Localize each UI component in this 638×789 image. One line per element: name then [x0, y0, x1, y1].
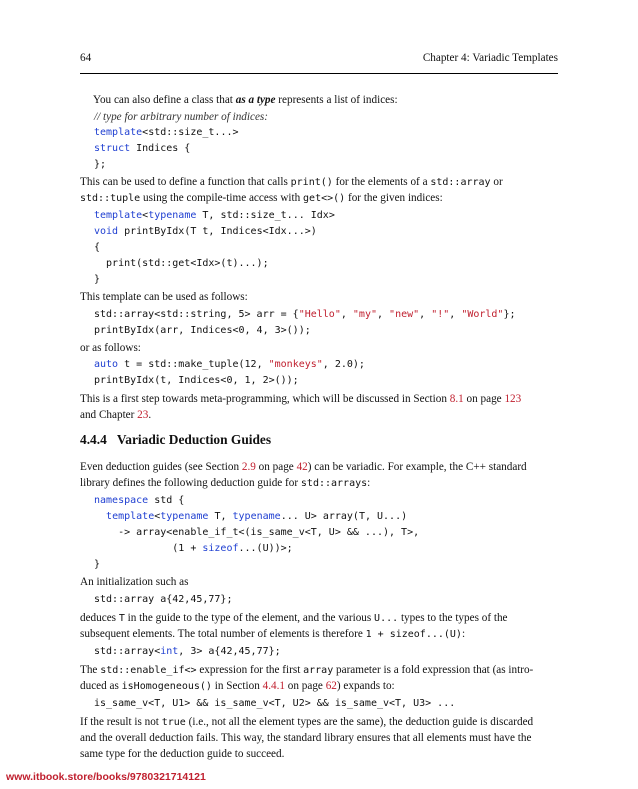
text: represents a list of indices:	[275, 94, 398, 106]
code-text: , 2.0);	[322, 359, 365, 370]
inline-code: std::tuple	[80, 193, 141, 204]
code-line: std::array a{42,45,77};	[94, 594, 233, 605]
paragraph-line: This template can be used as follows:	[80, 291, 248, 303]
keyword: struct	[94, 143, 131, 154]
keyword: auto	[94, 359, 119, 370]
code-line	[94, 307, 516, 323]
keyword: void	[94, 226, 119, 237]
text: and Chapter	[80, 409, 138, 421]
chapter-link[interactable]: 23	[137, 409, 149, 421]
paragraph-line: and the overall deduction fails. This way, the standard library ensures that all elements must have the	[80, 732, 532, 744]
code-text: , 3> a{42,45,77};	[178, 646, 281, 657]
text: library defines the following deduction guide for	[80, 477, 301, 489]
code-text: ...(U))>;	[238, 543, 293, 554]
text: duced as	[80, 680, 122, 692]
keyword: namespace	[94, 495, 149, 506]
keyword: template	[106, 511, 155, 522]
code-line: }	[94, 274, 101, 285]
text: ) can be variadic. For example, the C++ standard	[307, 461, 527, 473]
code-text: ,	[449, 309, 462, 320]
paragraph-line	[80, 475, 370, 492]
paragraph-line	[80, 391, 521, 407]
text: on page	[463, 393, 505, 405]
string-literal: "Hello"	[298, 309, 341, 320]
text: :	[461, 628, 466, 640]
code-text: ,	[419, 309, 432, 320]
page-link[interactable]: 42	[296, 461, 308, 473]
code-text: std {	[148, 495, 185, 506]
inline-code: 1 + sizeof...(U)	[365, 629, 462, 640]
code-text	[94, 511, 106, 522]
code-text: <std::size_t...>	[142, 127, 239, 138]
footer-url-link[interactable]: www.itbook.store/books/9780321714121	[6, 771, 206, 783]
text: in the guide to the type of the element, and the various	[124, 612, 375, 624]
page-link[interactable]: 123	[504, 393, 522, 405]
string-literal: "new"	[389, 309, 420, 320]
inline-code: isHomogeneous()	[121, 681, 212, 692]
text: for the given indices:	[345, 192, 443, 204]
code-line	[94, 541, 293, 557]
paragraph-line: or as follows:	[80, 342, 141, 354]
code-text: T,	[208, 511, 233, 522]
keyword: int	[160, 646, 179, 657]
string-literal: "my"	[352, 309, 377, 320]
section-link[interactable]: 8.1	[449, 393, 464, 405]
inline-code: T	[118, 613, 125, 624]
text: deduces	[80, 612, 119, 624]
code-line	[94, 208, 335, 224]
text: subsequent elements. The total number of elements is therefore	[80, 628, 366, 640]
paragraph-line	[80, 714, 533, 731]
paragraph-line: same type for the deduction guide to succeed.	[80, 748, 285, 760]
paragraph-line: An initialization such as	[80, 576, 189, 588]
inline-code: std::array	[430, 177, 491, 188]
keyword: template	[94, 127, 143, 138]
inline-code: U...	[374, 613, 399, 624]
code-line	[94, 125, 239, 141]
text: This is a first step towards meta-programming, which will be discussed in Section	[80, 393, 450, 405]
section-link[interactable]: 2.9	[241, 461, 256, 473]
header-rule	[80, 73, 558, 74]
code-comment: // type for arbitrary number of indices:	[94, 111, 269, 123]
text: expression for the first	[196, 664, 304, 676]
text: You can also define a class that	[93, 94, 236, 106]
code-line: printByIdx(arr, Indices<0, 4, 3>());	[94, 325, 311, 336]
paragraph-line	[80, 190, 443, 207]
section-heading	[80, 432, 271, 448]
code-line	[94, 141, 190, 157]
code-line: print(std::get<Idx>(t)...);	[94, 258, 269, 269]
code-line: {	[94, 242, 101, 253]
page-link[interactable]: 62	[325, 680, 337, 692]
code-text: ... U> array(T, U...)	[280, 511, 408, 522]
text: .	[148, 409, 152, 421]
paragraph-line	[80, 678, 395, 695]
text: types to the types of the	[398, 612, 508, 624]
paragraph-line	[80, 174, 503, 191]
code-line: }	[94, 559, 101, 570]
section-title: Variadic Deduction Guides	[116, 432, 272, 447]
paragraph-intro	[93, 92, 398, 108]
string-literal: "!"	[431, 309, 450, 320]
text: using the compile-time access with	[140, 192, 304, 204]
text: (i.e., not all the element types are the same), the deduction guide is discarded	[185, 716, 534, 728]
section-link[interactable]: 4.4.1	[262, 680, 285, 692]
paragraph-line	[80, 459, 527, 475]
keyword: typename	[160, 511, 209, 522]
inline-code: print()	[290, 177, 333, 188]
paragraph-line	[80, 626, 465, 643]
code-text: printByIdx(T t, Indices<Idx...>)	[118, 226, 317, 237]
text: on page	[255, 461, 297, 473]
text: If the result is not	[80, 716, 162, 728]
code-line: is_same_v<T, U1> && is_same_v<T, U2> && is_same_v<T, U3> ...	[94, 698, 456, 709]
chapter-header: Chapter 4: Variadic Templates	[422, 52, 558, 64]
section-number: 4.4.4	[80, 432, 107, 447]
inline-code: true	[161, 717, 186, 728]
page-number: 64	[80, 52, 92, 64]
inline-code: get<>()	[303, 193, 346, 204]
code-text: ,	[340, 309, 353, 320]
paragraph-line	[80, 662, 533, 679]
code-line	[94, 224, 317, 240]
keyword: template	[94, 210, 143, 221]
code-line	[94, 493, 184, 509]
string-literal: "World"	[461, 309, 504, 320]
paragraph-line	[80, 610, 508, 627]
text: ) expands to:	[336, 680, 395, 692]
inline-code: array	[303, 665, 334, 676]
text: or	[490, 176, 503, 188]
code-text: Indices {	[130, 143, 191, 154]
code-line: -> array<enable_if_t<(is_same_v<T, U> && ...), T>,	[94, 527, 420, 538]
code-text: <	[142, 210, 149, 221]
keyword: typename	[148, 210, 197, 221]
keyword: sizeof	[202, 543, 239, 554]
code-text: };	[503, 309, 516, 320]
emphasis-text: as a type	[235, 94, 276, 106]
code-text: t = std::make_tuple(12,	[118, 359, 269, 370]
text: The	[80, 664, 101, 676]
code-text: std::array<std::string, 5> arr = {	[94, 309, 299, 320]
text: in Section	[211, 680, 263, 692]
code-text: (1 +	[94, 543, 203, 554]
text: Even deduction guides (see Section	[80, 461, 242, 473]
text: for the elements of a	[332, 176, 431, 188]
code-text: <	[154, 511, 161, 522]
text: :	[367, 477, 371, 489]
code-line: printByIdx(t, Indices<0, 1, 2>());	[94, 375, 299, 386]
code-line	[94, 357, 365, 373]
code-text: std::array<	[94, 646, 161, 657]
keyword: typename	[232, 511, 281, 522]
code-line	[94, 509, 407, 525]
string-literal: "monkeys"	[268, 359, 323, 370]
code-line	[94, 644, 281, 660]
code-text: ,	[377, 309, 390, 320]
text: parameter is a fold expression that (as intro-	[333, 664, 534, 676]
inline-code: std::arrays	[300, 478, 368, 489]
code-text: T, std::size_t... Idx>	[196, 210, 335, 221]
text: on page	[284, 680, 326, 692]
paragraph-line	[80, 407, 151, 423]
code-line: };	[94, 159, 107, 170]
inline-code: std::enable_if<>	[100, 665, 197, 676]
text: This can be used to define a function that calls	[80, 176, 291, 188]
